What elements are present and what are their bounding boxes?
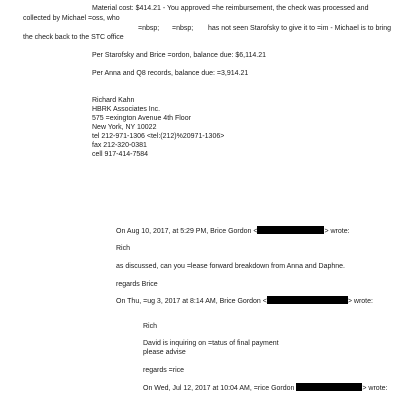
signature-cell: cell 917-414-7584 (92, 151, 149, 158)
email2-header (116, 296, 373, 306)
nbsp-fragment-1: =nbsp; (138, 25, 160, 32)
email3-header (143, 383, 388, 393)
email2-header-suffix: > wrote: (347, 298, 373, 305)
signature-tel: tel 212-971-1306 <tel:(212)%20971-1306> (92, 133, 225, 140)
email2-greeting: Rich (143, 323, 158, 330)
email3-header-suffix: > wrote: (362, 385, 388, 392)
signature-fax: fax 212-320-0381 (92, 142, 147, 149)
material-cost-line-1: Material cost: $414.21 - You approved =he reimbursement, the check was processed and (92, 5, 369, 12)
redaction-bar (257, 226, 324, 234)
email1-greeting: Rich (116, 245, 131, 252)
signature-name: Richard Kahn (92, 97, 135, 104)
redaction-bar (296, 383, 362, 391)
email1-header-suffix: > wrote: (324, 228, 350, 235)
email2-body-line-2: please advise (143, 349, 186, 356)
balance-starofsky: Per Starofsky and Brice =ordon, balance due: $6,114.21 (92, 52, 267, 59)
material-cost-line-3: has not seen Starofsky to give it to =im - Michael is to bring (208, 25, 392, 32)
email2-body-line-1: David is inquiring on =tatus of final payment (143, 340, 279, 347)
signature-address: 575 =exington Avenue 4th Floor (92, 115, 191, 122)
email2-header-prefix: On Thu, =ug 3, 2017 at 8:14 AM, Brice Gordon < (116, 298, 267, 305)
material-cost-line-4: the check back to the STC office (23, 34, 124, 41)
email1-body: as discussed, can you =lease forward breakdown from Anna and Daphne. (116, 263, 346, 270)
signature-company: HBRK Associates Inc. (92, 106, 161, 113)
redaction-bar (267, 296, 348, 304)
email3-header-prefix: On Wed, Jul 12, 2017 at 10:04 AM, =rice Gordon (143, 385, 295, 392)
material-cost-line-2: collected by Michael =oss, who (23, 15, 120, 22)
email1-header-prefix: On Aug 10, 2017, at 5:29 PM, Brice Gordon < (116, 228, 258, 235)
email1-header (116, 226, 350, 236)
email1-signoff: regards Brice (116, 281, 158, 288)
balance-anna: Per Anna and Q8 records, balance due: =3,914.21 (92, 70, 249, 77)
nbsp-fragment-2: =nbsp; (172, 25, 194, 32)
signature-city: New York, NY 10022 (92, 124, 157, 131)
email2-signoff: regards =rice (143, 367, 185, 374)
